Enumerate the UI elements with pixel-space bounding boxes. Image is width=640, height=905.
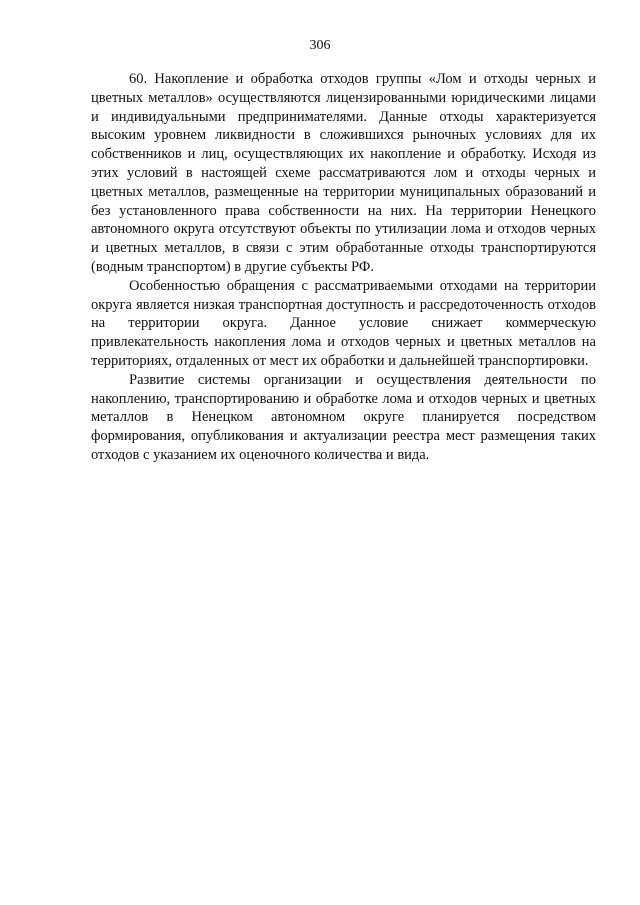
paragraph-system-development: Развитие системы организации и осуществления деятельности по накоплению, транспортированию и обработке лома и отходов черных и цветных металлов в Ненецком автономном округе планируется посредством формирования, опубликования и актуализации реестра мест размещения таких отходов с указанием их оценочного количества и вида. [91,371,596,463]
document-body [91,70,596,465]
paragraph-waste-accumulation: 60. Накопление и обработка отходов группы «Лом и отходы черных и цветных металлов» осуществляются лицензированными юридическими лицами и индивидуальными предпринимателями. Данные отходы характеризуется высоким уровнем ликвидности в сложившихся рыночных условиях для их собственников и лиц, осуществляющих их накопление и обработку. Исходя из этих условий в настоящей схеме рассматриваются лом и отходы черных и цветных металлов, размещенные на территории муниципальных образований и без установленного права собственности на них. На территории Ненецкого автономного округа отсутствуют объекты по утилизации лома и отходов черных и цветных металлов, в связи с этим обработанные отходы транспортируются (водным транспортом) в другие субъекты РФ. [91,71,596,275]
paragraph-transport-accessibility: Особенностью обращения с рассматриваемыми отходами на территории округа является низкая транспортная доступность и рассредоточенность отходов на территории округа. Данное условие снижает коммерческую привлекательность накопления лома и отходов черных и цветных металлов на территориях, отдаленных от мест их обработки и дальнейшей транспортировки. [91,277,596,369]
page-number: 306 [309,38,331,53]
